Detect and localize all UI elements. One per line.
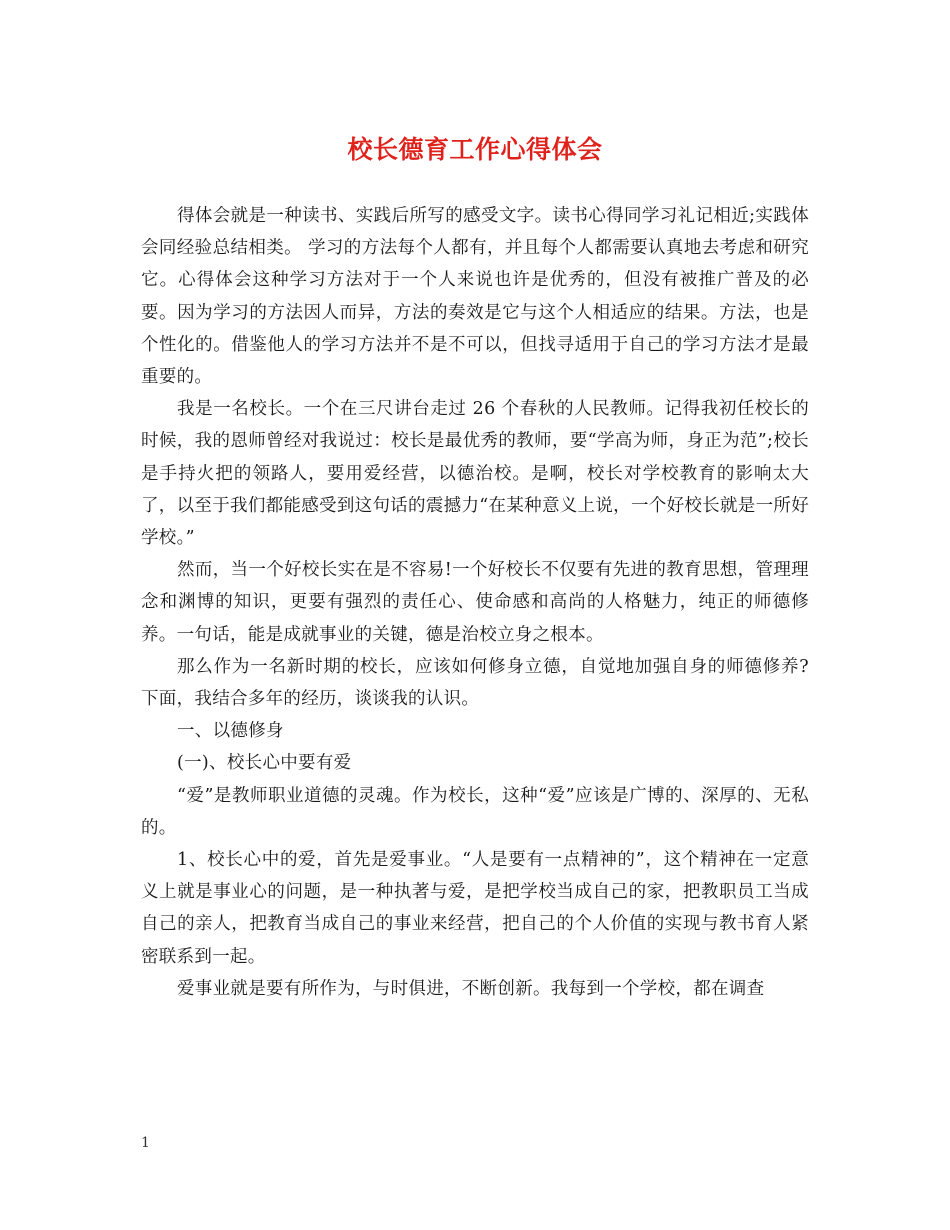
paragraph-7: 爱事业就是要有所作为，与时俱进，不断创新。我每到一个学校，都在调查 <box>177 978 765 999</box>
section-heading-1: 一、以德修身 <box>177 721 284 742</box>
paragraph-4: 那么作为一名新时期的校长，应该如何修身立德，自觉地加强自身的师德修养?下面，我结合多年的经历，谈谈我的认识。 <box>141 656 809 710</box>
paragraph-2: 我是一名校长。一个在三尺讲台走过 26 个春秋的人民教师。记得我初任校长的时候，我的恩师曾经对我说过：校长是最优秀的教师，要“学高为师，身正为范”;校长是手持火把的领路人，要用爱经营，以德治校。是啊，校长对学校教育的影响太大了，以至于我们都能感受到这句话的震撼力“在某种意义上说，一个好校长就是一所好学校。” <box>141 399 809 549</box>
paragraph-5: “爱”是教师职业道德的灵魂。作为校长，这种“爱”应该是广博的、深厚的、无私的。 <box>141 785 809 838</box>
document-title: 校长德育工作心得体会 <box>347 135 603 164</box>
document-body <box>141 200 809 1005</box>
page-number: 1 <box>141 1135 150 1151</box>
subsection-heading-1: (一)、校长心中要有爱 <box>177 753 352 774</box>
paragraph-1: 得体会就是一种读书、实践后所写的感受文字。读书心得同学习礼记相近;实践体会同经验总结相类。 学习的方法每个人都有，并且每个人都需要认真地去考虑和研究它。心得体会这种学习方法对于一个人来说也许是优秀的，但没有被推广普及的必要。因为学习的方法因人而异，方法的奏效是它与这个人相适应的结果。方法，也是个性化的。借鉴他人的学习方法并不是不可以，但找寻适用于自己的学习方法才是最重要的。 <box>141 206 809 388</box>
paragraph-3: 然而，当一个好校长实在是不容易!一个好校长不仅要有先进的教育思想，管理理念和渊博的知识，更要有强烈的责任心、使命感和高尚的人格魅力，纯正的师德修养。一句话，能是成就事业的关键，德是治校立身之根本。 <box>141 560 809 645</box>
paragraph-6: 1、校长心中的爱，首先是爱事业。“人是要有一点精神的”，这个精神在一定意义上就是事业心的问题，是一种执著与爱，是把学校当成自己的家，把教职员工当成自己的亲人，把教育当成自己的事业来经营，把自己的个人价值的实现与教书育人紧密联系到一起。 <box>141 850 809 967</box>
